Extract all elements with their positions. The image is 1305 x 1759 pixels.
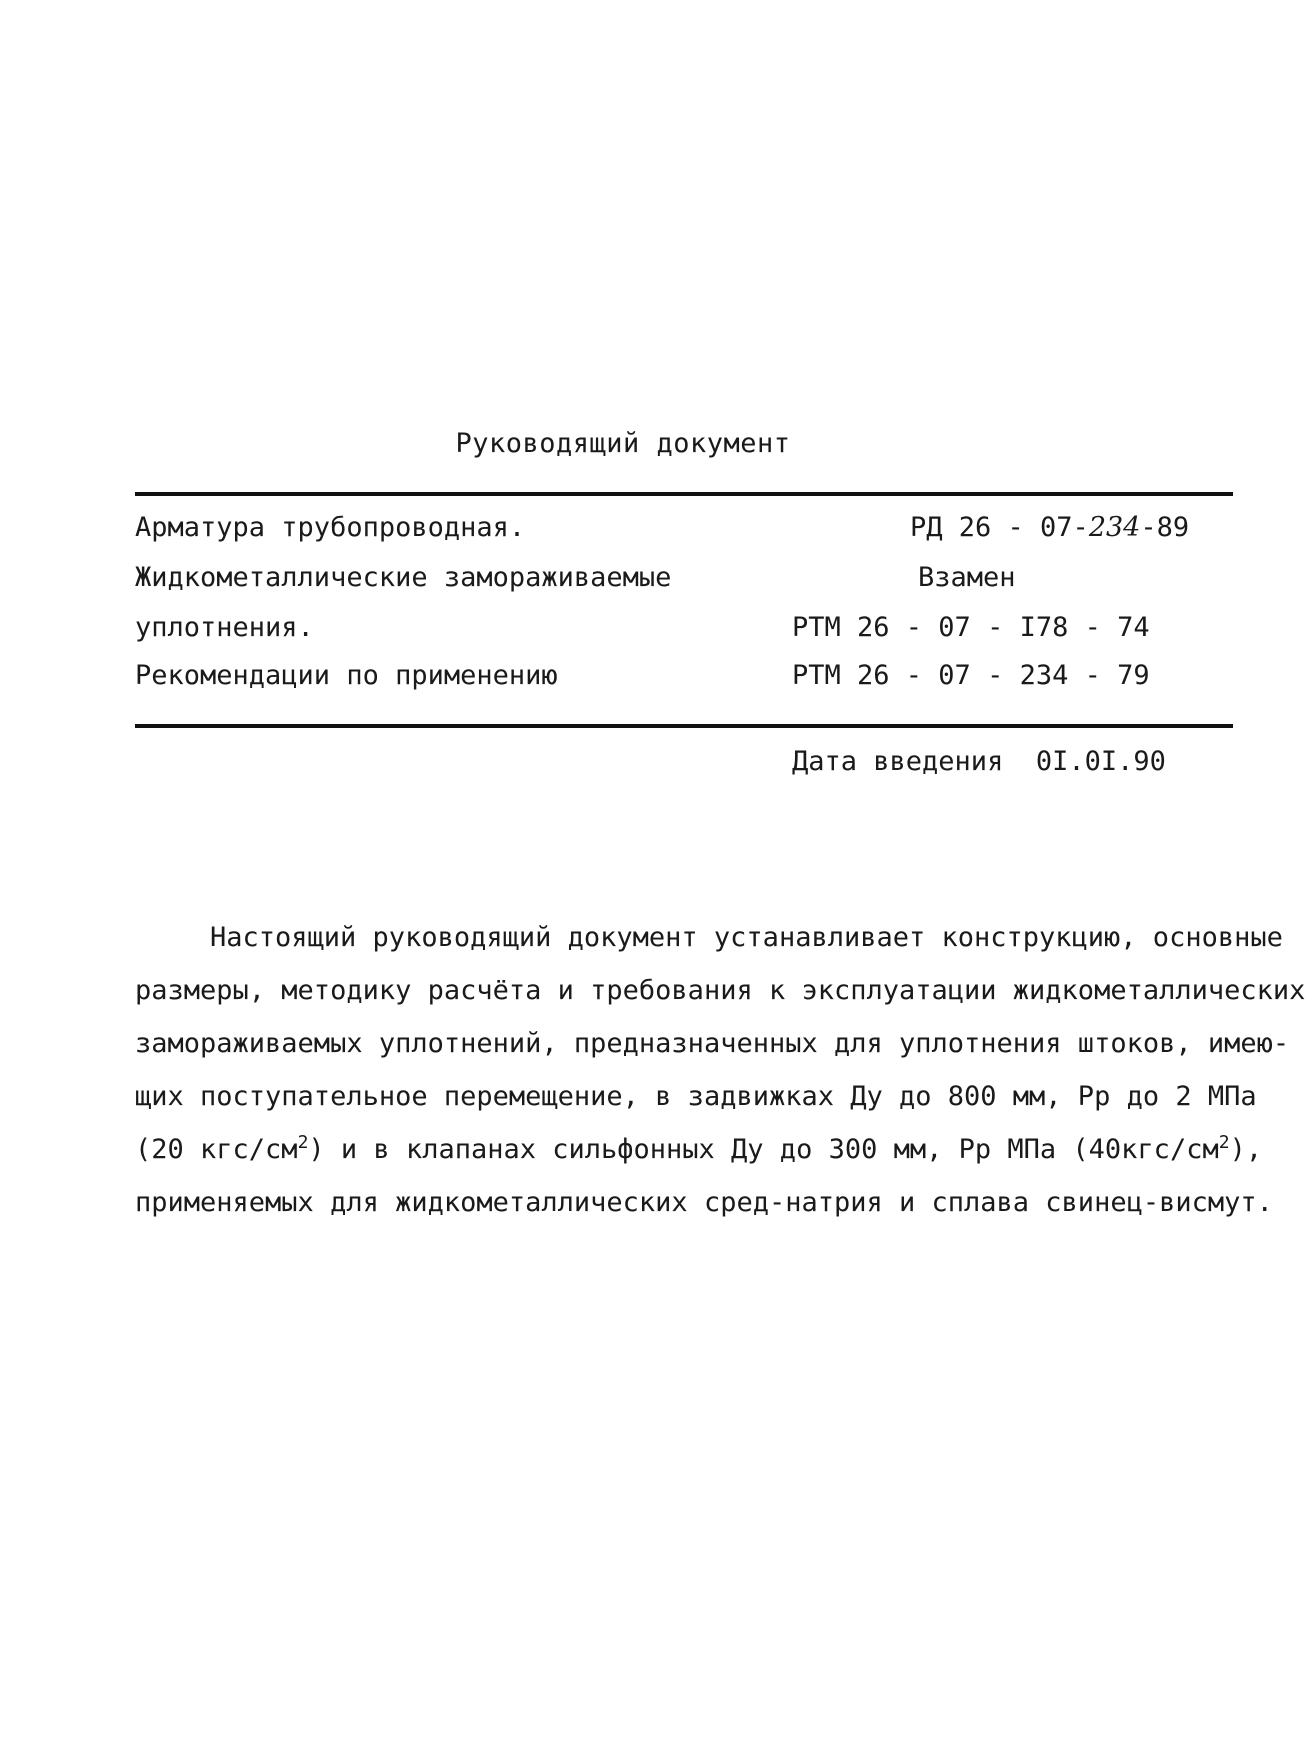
superscript-2: 2 [297,1132,309,1153]
replaced-document-1: РТМ 26 - 07 - I78 - 74 [792,612,1150,643]
top-rule [135,492,1233,496]
replaced-document-2: РТМ 26 - 07 - 234 - 79 [792,660,1150,691]
body-line-3: замораживаемых уплотнений, предназначенных для уплотнения штоков, имею- [135,1028,1290,1059]
bottom-rule [135,724,1233,728]
title-line-4: Рекомендации по применению [135,660,558,691]
body-line-5-part-b: ) и в клапанах сильфонных Ду до 300 мм, Рр МПа (40кгс/см [308,1134,1219,1165]
body-line-5-part-a: (20 кгс/см [135,1134,298,1165]
title-line-3: уплотнения. [135,612,314,643]
superscript-2: 2 [1218,1132,1230,1153]
title-line-2: Жидкометаллические замораживаемые [135,562,672,593]
body-line-4: щих поступательное перемещение, в задвижках Ду до 800 мм, Рр до 2 МПа [135,1081,1257,1112]
body-line-2: размеры, методику расчёта и требования к эксплуатации жидкометаллических [135,975,1305,1006]
body-line-5-part-c: ), [1229,1134,1263,1165]
introduction-date-label: Дата введения [792,746,1004,777]
title-line-1: Арматура трубопроводная. [135,512,526,543]
document-type-heading: Руководящий документ [455,428,791,459]
replaces-label: Взамен [918,562,1016,593]
introduction-date [792,746,1166,777]
document-number-prefix: РД 26 - 07- [910,512,1089,543]
body-line-6: применяемых для жидкометаллических сред-натрия и сплава свинец-висмут. [135,1187,1273,1218]
document-number [910,512,1189,543]
body-line-5 [135,1134,1262,1165]
introduction-date-value: 0I.0I.90 [1035,746,1166,777]
document-number-suffix: -89 [1140,512,1190,543]
document-number-handwritten: 234 [1088,512,1141,543]
body-line-1: Настоящий руководящий документ устанавливает конструкцию, основные [210,922,1283,953]
